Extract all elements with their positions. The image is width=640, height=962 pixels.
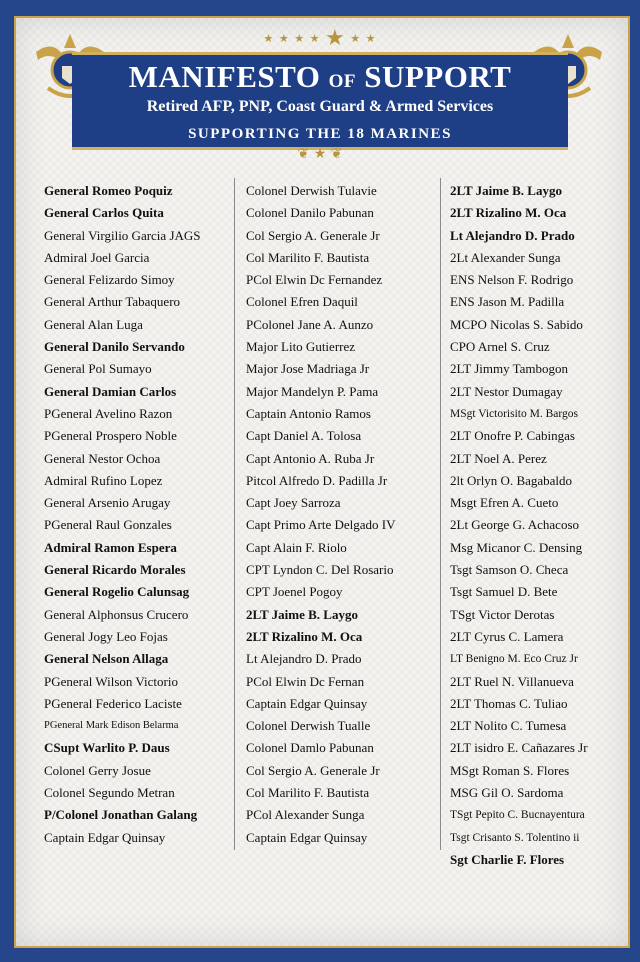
signatory-name: Admiral Joel Garcia (44, 249, 150, 265)
signatory-name: Col Sergio A. Generale Jr (246, 227, 380, 243)
signatory-name: General Alphonsus Crucero (44, 606, 189, 622)
signatory-name: 2LT Rizalino M. Oca (246, 628, 363, 644)
signatory-name: MCPO Nicolas S. Sabido (450, 316, 583, 332)
signatory-name: Msgt Efren A. Cueto (450, 495, 559, 511)
signatory-name: Colonel Efren Daquil (246, 294, 358, 310)
signatory-name: 2LT Jaime B. Laygo (246, 606, 358, 622)
signatory-name: Major Jose Madriaga Jr (246, 361, 370, 377)
signatory-name: Major Lito Gutierrez (246, 339, 356, 355)
laurel-star-icon: ❦ ★ ❦ (297, 146, 343, 162)
signatory-name: 2LT Rizalino M. Oca (450, 205, 567, 221)
signatory-name: ENS Nelson F. Rodrigo (450, 272, 574, 288)
signatory-name: 2LT Jaime B. Laygo (450, 183, 562, 198)
signatory-name: Msg Micanor C. Densing (450, 539, 583, 555)
signatory-name: CPT Lyndon C. Del Rosario (246, 562, 394, 578)
signatory-name: Capt Joey Sarroza (246, 495, 341, 511)
signatory-name: Colonel Damlo Pabunan (246, 740, 374, 756)
signatory-name: Captain Edgar Quinsay (246, 829, 368, 845)
signatory-name: Tsgt Crisanto S. Tolentino ii (450, 831, 580, 844)
signatory-name: 2LT isidro E. Cañazares Jr (450, 740, 588, 756)
signatory-name: General Danilo Servando (44, 339, 185, 355)
signatory-name: Colonel Derwish Tualle (246, 718, 371, 734)
signatory-name: LT Benigno M. Eco Cruz Jr (450, 653, 578, 666)
signatory-name: Colonel Danilo Pabunan (246, 205, 374, 221)
signatory-name: General Pol Sumayo (44, 361, 152, 377)
signatory-name: MSgt Roman S. Flores (450, 762, 570, 778)
signatory-name: Captain Antonio Ramos (246, 405, 371, 421)
signatory-name: 2LT Ruel N. Villanueva (450, 673, 574, 689)
signatory-name: CSupt Warlito P. Daus (44, 740, 170, 756)
signatory-name: Lt Alejandro D. Prado (450, 227, 575, 243)
signatory-name: PGeneral Avelino Razon (44, 405, 173, 421)
signatory-name: 2LT Nestor Dumagay (450, 383, 563, 399)
signatory-name: PGeneral Federico Laciste (44, 695, 182, 711)
signatory-name: 2Lt George G. Achacoso (450, 517, 580, 533)
signatory-name: General Nelson Allaga (44, 651, 169, 667)
signatory-name: PGeneral Mark Edison Belarma (44, 720, 179, 732)
signatory-name: General Ricardo Morales (44, 562, 186, 578)
signatory-name: Col Marilito F. Bautista (246, 249, 370, 265)
signatory-name: CPO Arnel S. Cruz (450, 339, 550, 355)
subtitle: Retired AFP, PNP, Coast Guard & Armed Services (146, 98, 494, 115)
signatory-name: PCol Elwin Dc Fernandez (246, 272, 383, 288)
signatory-name: PColonel Jane A. Aunzo (246, 316, 374, 332)
signatory-name: General Jogy Leo Fojas (44, 628, 168, 644)
signatory-name: Admiral Rufino Lopez (44, 472, 163, 488)
signatory-name: 2LT Jimmy Tambogon (450, 361, 569, 377)
signatory-name: TSgt Pepito C. Bucnayentura (450, 809, 585, 822)
signatory-name: Captain Edgar Quinsay (44, 829, 166, 845)
signatory-name: Capt Alain F. Riolo (246, 539, 347, 555)
signatory-column-2 (246, 180, 442, 849)
title-part1: MANIFESTO (128, 59, 321, 94)
signatory-name: General Virgilio Garcia JAGS (44, 227, 201, 243)
signatory-name: 2LT Noel A. Perez (450, 450, 547, 466)
page-title (72, 59, 568, 95)
signatory-name: Admiral Ramon Espera (44, 539, 177, 555)
signatory-name: ENS Jason M. Padilla (450, 294, 565, 310)
signatory-column-1 (44, 180, 234, 849)
signatory-name: General Damian Carlos (44, 383, 177, 399)
title-of: OF (328, 71, 356, 92)
signatory-name: 2LT Cyrus C. Lamera (450, 628, 564, 644)
signatory-name: General Carlos Quita (44, 205, 164, 221)
signatory-name: TSgt Victor Derotas (450, 606, 555, 622)
stars-decoration-icon: ★ ★ ★ ★ ★ ★ ★ (263, 26, 377, 51)
signatory-name: Major Mandelyn P. Pama (246, 383, 379, 399)
signatory-name: General Arsenio Arugay (44, 495, 171, 511)
signatory-name: Tsgt Samson O. Checa (450, 562, 569, 578)
signatory-name: MSgt Victorisito M. Bargos (450, 407, 578, 420)
signatory-name: General Rogelio Calunsag (44, 584, 190, 600)
tagline: SUPPORTING THE 18 MARINES (188, 126, 452, 142)
signatory-name: 2lt Orlyn O. Bagabaldo (450, 472, 573, 488)
signatory-name: MSG Gil O. Sardoma (450, 785, 564, 801)
signatory-name: 2LT Nolito C. Tumesa (450, 718, 567, 734)
signatory-name: Colonel Segundo Metran (44, 785, 175, 801)
title-part2: SUPPORT (364, 59, 512, 94)
signatory-column-3 (450, 180, 628, 871)
signatory-name: General Romeo Poquiz (44, 183, 173, 198)
signatory-name: 2Lt Alexander Sunga (450, 249, 561, 265)
title-banner (72, 52, 568, 150)
signatory-name: Colonel Gerry Josue (44, 762, 151, 778)
signatory-name: General Felizardo Simoy (44, 272, 175, 288)
signatory-name: PCol Alexander Sunga (246, 807, 365, 823)
signatory-name: CPT Joenel Pogoy (246, 584, 343, 600)
signatory-name: Col Sergio A. Generale Jr (246, 762, 380, 778)
signatory-name: Sgt Charlie F. Flores (450, 851, 565, 867)
signatory-name: PGeneral Raul Gonzales (44, 517, 172, 533)
signatory-name: Col Marilito F. Bautista (246, 785, 370, 801)
signatory-name: Pitcol Alfredo D. Padilla Jr (246, 472, 388, 488)
signatory-name: Capt Antonio A. Ruba Jr (246, 450, 375, 466)
signatory-name: PGeneral Wilson Victorio (44, 673, 178, 689)
signatory-name: General Arthur Tabaquero (44, 294, 181, 310)
signatory-name: Lt Alejandro D. Prado (246, 651, 362, 667)
signatory-name: 2LT Thomas C. Tuliao (450, 695, 568, 711)
signatory-name: Capt Primo Arte Delgado IV (246, 517, 396, 533)
signatory-name: PCol Elwin Dc Fernan (246, 673, 365, 689)
signatory-name: General Nestor Ochoa (44, 450, 161, 466)
signatory-name: P/Colonel Jonathan Galang (44, 807, 198, 823)
signatory-name: Capt Daniel A. Tolosa (246, 428, 362, 444)
signatory-name: General Alan Luga (44, 316, 143, 332)
column-divider (234, 178, 235, 850)
signatory-name: 2LT Onofre P. Cabingas (450, 428, 575, 444)
signatory-name: Tsgt Samuel D. Bete (450, 584, 558, 600)
signatory-name: Colonel Derwish Tulavie (246, 183, 377, 198)
signatory-name: PGeneral Prospero Noble (44, 428, 177, 444)
signatory-name: Captain Edgar Quinsay (246, 695, 368, 711)
